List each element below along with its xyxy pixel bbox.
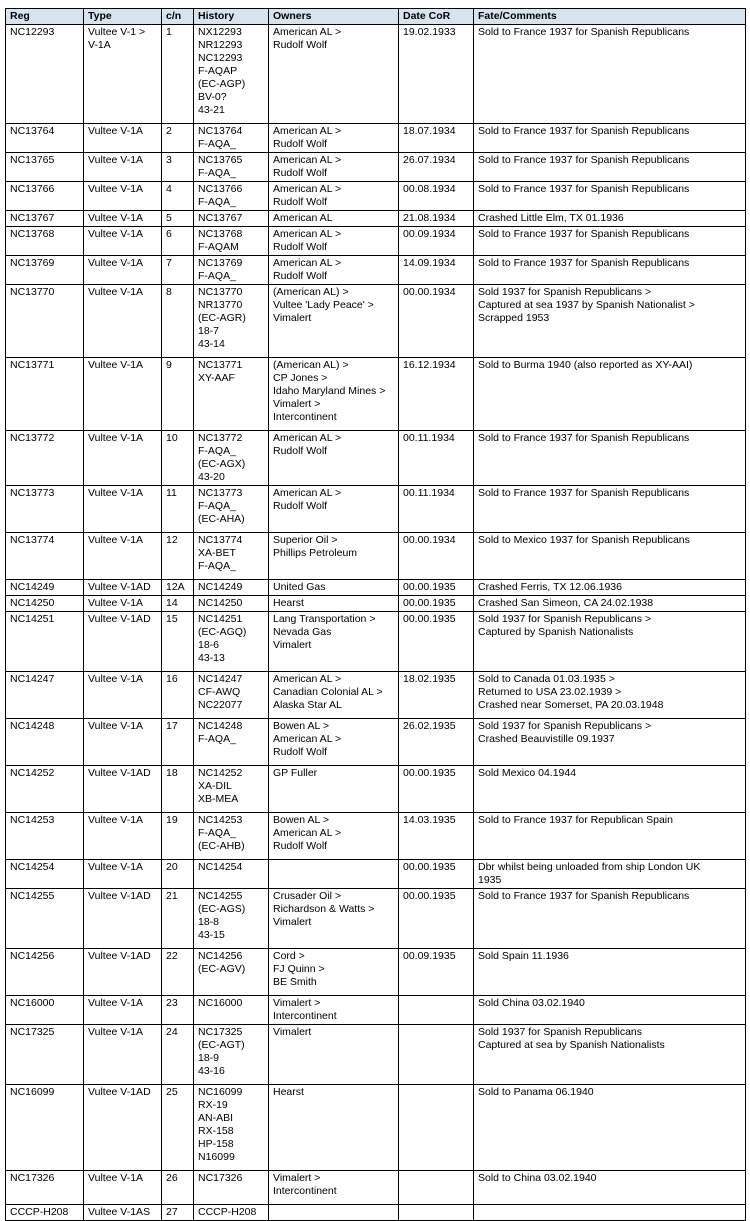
cell-type: Vultee V-1A bbox=[84, 256, 162, 285]
cell-date-cor: 26.02.1935 bbox=[399, 719, 474, 766]
table-row bbox=[6, 1085, 746, 1171]
column-header-cn: c/n bbox=[162, 9, 194, 25]
cell-owners: American AL > Rudolf Wolf bbox=[269, 227, 399, 256]
cell-type: Vultee V-1A bbox=[84, 358, 162, 431]
cell-date-cor bbox=[399, 1025, 474, 1085]
table-row bbox=[6, 889, 746, 949]
cell-reg: NC14248 bbox=[6, 719, 84, 766]
header-row bbox=[6, 9, 746, 25]
cell-fate-comments: Sold to France 1937 for Spanish Republicans bbox=[474, 431, 746, 486]
cell-fate-comments: Sold 1937 for Spanish Republicans > Captured at sea 1937 by Spanish Nationalist > Scrapped 1953 bbox=[474, 285, 746, 358]
cell-cn: 3 bbox=[162, 153, 194, 182]
cell-owners: Vimalert > Intercontinent bbox=[269, 1171, 399, 1205]
cell-date-cor: 00.00.1935 bbox=[399, 612, 474, 672]
cell-owners: American AL > Rudolf Wolf bbox=[269, 431, 399, 486]
cell-history: NC14250 bbox=[194, 596, 269, 612]
table-row bbox=[6, 813, 746, 860]
cell-date-cor: 21.08.1934 bbox=[399, 211, 474, 227]
cell-reg: NC14255 bbox=[6, 889, 84, 949]
cell-history: NC14255 (EC-AGS) 18-8 43-15 bbox=[194, 889, 269, 949]
cell-date-cor bbox=[399, 1205, 474, 1221]
cell-type: Vultee V-1A bbox=[84, 533, 162, 580]
cell-reg: NC14251 bbox=[6, 612, 84, 672]
cell-history: NC13774 XA-BET F-AQA_ bbox=[194, 533, 269, 580]
column-header-date-cor: Date CoR bbox=[399, 9, 474, 25]
cell-type: Vultee V-1A bbox=[84, 719, 162, 766]
cell-date-cor: 16.12.1934 bbox=[399, 358, 474, 431]
column-header-reg: Reg bbox=[6, 9, 84, 25]
table-row bbox=[6, 285, 746, 358]
cell-owners: United Gas bbox=[269, 580, 399, 596]
cell-type: Vultee V-1A bbox=[84, 431, 162, 486]
cell-cn: 16 bbox=[162, 672, 194, 719]
cell-history: NC14251 (EC-AGQ) 18-6 43-13 bbox=[194, 612, 269, 672]
cell-reg: CCCP-H208 bbox=[6, 1205, 84, 1221]
cell-cn: 8 bbox=[162, 285, 194, 358]
cell-type: Vultee V-1A bbox=[84, 860, 162, 889]
table-row bbox=[6, 227, 746, 256]
cell-owners: (American AL) > CP Jones > Idaho Maryland Mines > Vimalert > Intercontinent bbox=[269, 358, 399, 431]
cell-history: CCCP-H208 bbox=[194, 1205, 269, 1221]
cell-date-cor: 00.00.1935 bbox=[399, 766, 474, 813]
table-row bbox=[6, 949, 746, 996]
cell-cn: 9 bbox=[162, 358, 194, 431]
cell-type: Vultee V-1A bbox=[84, 996, 162, 1025]
cell-type: Vultee V-1A bbox=[84, 672, 162, 719]
column-header-history: History bbox=[194, 9, 269, 25]
table-row bbox=[6, 1171, 746, 1205]
cell-reg: NC12293 bbox=[6, 25, 84, 124]
cell-reg: NC13765 bbox=[6, 153, 84, 182]
cell-date-cor bbox=[399, 1085, 474, 1171]
cell-history: NC13773 F-AQA_ (EC-AHA) bbox=[194, 486, 269, 533]
cell-fate-comments: Sold 1937 for Spanish Republicans > Crashed Beauvistille 09.1937 bbox=[474, 719, 746, 766]
table-row bbox=[6, 358, 746, 431]
cell-type: Vultee V-1AS bbox=[84, 1205, 162, 1221]
cell-reg: NC13769 bbox=[6, 256, 84, 285]
cell-cn: 26 bbox=[162, 1171, 194, 1205]
cell-type: Vultee V-1AD bbox=[84, 612, 162, 672]
cell-cn: 25 bbox=[162, 1085, 194, 1171]
cell-date-cor: 00.00.1935 bbox=[399, 889, 474, 949]
cell-owners: Crusader Oil > Richardson & Watts > Vimalert bbox=[269, 889, 399, 949]
cell-fate-comments: Crashed Ferris, TX 12.06.1936 bbox=[474, 580, 746, 596]
cell-cn: 12 bbox=[162, 533, 194, 580]
cell-type: Vultee V-1A bbox=[84, 486, 162, 533]
cell-history: NC13769 F-AQA_ bbox=[194, 256, 269, 285]
cell-cn: 11 bbox=[162, 486, 194, 533]
cell-owners: Superior Oil > Phillips Petroleum bbox=[269, 533, 399, 580]
cell-history: NC13764 F-AQA_ bbox=[194, 124, 269, 153]
cell-fate-comments: Sold Mexico 04.1944 bbox=[474, 766, 746, 813]
cell-fate-comments: Sold to Burma 1940 (also reported as XY-AAI) bbox=[474, 358, 746, 431]
table-row bbox=[6, 612, 746, 672]
cell-fate-comments: Sold to France 1937 for Spanish Republicans bbox=[474, 486, 746, 533]
cell-date-cor: 19.02.1933 bbox=[399, 25, 474, 124]
cell-reg: NC13774 bbox=[6, 533, 84, 580]
cell-owners: Hearst bbox=[269, 1085, 399, 1171]
cell-fate-comments: Sold to France 1937 for Spanish Republicans bbox=[474, 25, 746, 124]
table-row bbox=[6, 860, 746, 889]
cell-owners: American AL > Rudolf Wolf bbox=[269, 153, 399, 182]
cell-fate-comments: Sold to France 1937 for Spanish Republicans bbox=[474, 153, 746, 182]
cell-date-cor: 00.09.1934 bbox=[399, 227, 474, 256]
table-row bbox=[6, 25, 746, 124]
cell-cn: 10 bbox=[162, 431, 194, 486]
cell-cn: 15 bbox=[162, 612, 194, 672]
cell-date-cor: 00.11.1934 bbox=[399, 486, 474, 533]
cell-date-cor: 18.07.1934 bbox=[399, 124, 474, 153]
cell-reg: NC13770 bbox=[6, 285, 84, 358]
cell-owners: American AL > Rudolf Wolf bbox=[269, 182, 399, 211]
cell-reg: NC13773 bbox=[6, 486, 84, 533]
cell-date-cor: 00.00.1935 bbox=[399, 580, 474, 596]
cell-reg: NC14249 bbox=[6, 580, 84, 596]
cell-cn: 6 bbox=[162, 227, 194, 256]
cell-reg: NC14247 bbox=[6, 672, 84, 719]
table-row bbox=[6, 182, 746, 211]
cell-owners: Lang Transportation > Nevada Gas Vimalert bbox=[269, 612, 399, 672]
cell-cn: 12A bbox=[162, 580, 194, 596]
cell-date-cor: 00.00.1935 bbox=[399, 860, 474, 889]
cell-reg: NC14252 bbox=[6, 766, 84, 813]
cell-cn: 1 bbox=[162, 25, 194, 124]
cell-fate-comments: Sold China 03.02.1940 bbox=[474, 996, 746, 1025]
cell-owners: Bowen AL > American AL > Rudolf Wolf bbox=[269, 813, 399, 860]
cell-history: NC14254 bbox=[194, 860, 269, 889]
cell-cn: 4 bbox=[162, 182, 194, 211]
cell-owners bbox=[269, 1205, 399, 1221]
cell-fate-comments: Dbr whilst being unloaded from ship London UK 1935 bbox=[474, 860, 746, 889]
aircraft-register-table bbox=[5, 8, 746, 1221]
cell-history: NC13765 F-AQA_ bbox=[194, 153, 269, 182]
cell-history: NC14247 CF-AWQ NC22077 bbox=[194, 672, 269, 719]
table-row bbox=[6, 996, 746, 1025]
cell-cn: 5 bbox=[162, 211, 194, 227]
cell-history: NC13771 XY-AAF bbox=[194, 358, 269, 431]
cell-fate-comments: Sold to Mexico 1937 for Spanish Republicans bbox=[474, 533, 746, 580]
cell-fate-comments: Sold to Panama 06.1940 bbox=[474, 1085, 746, 1171]
cell-reg: NC17326 bbox=[6, 1171, 84, 1205]
cell-history: NC14252 XA-DIL XB-MEA bbox=[194, 766, 269, 813]
cell-date-cor: 26.07.1934 bbox=[399, 153, 474, 182]
cell-cn: 22 bbox=[162, 949, 194, 996]
table-row bbox=[6, 1205, 746, 1221]
cell-history: NC16099 RX-19 AN-ABI RX-158 HP-158 N16099 bbox=[194, 1085, 269, 1171]
cell-history: NC13766 F-AQA_ bbox=[194, 182, 269, 211]
cell-date-cor: 00.09.1935 bbox=[399, 949, 474, 996]
cell-fate-comments: Crashed San Simeon, CA 24.02.1938 bbox=[474, 596, 746, 612]
cell-fate-comments: Sold to China 03.02.1940 bbox=[474, 1171, 746, 1205]
cell-date-cor: 14.03.1935 bbox=[399, 813, 474, 860]
table-row bbox=[6, 124, 746, 153]
cell-date-cor bbox=[399, 996, 474, 1025]
table-row bbox=[6, 1025, 746, 1085]
cell-type: Vultee V-1A bbox=[84, 813, 162, 860]
cell-reg: NC14253 bbox=[6, 813, 84, 860]
cell-owners: (American AL) > Vultee 'Lady Peace' > Vimalert bbox=[269, 285, 399, 358]
table-row bbox=[6, 596, 746, 612]
cell-owners: GP Fuller bbox=[269, 766, 399, 813]
table-row bbox=[6, 256, 746, 285]
cell-cn: 23 bbox=[162, 996, 194, 1025]
cell-fate-comments: Sold to France 1937 for Spanish Republicans bbox=[474, 124, 746, 153]
table-row bbox=[6, 719, 746, 766]
table-row bbox=[6, 533, 746, 580]
cell-fate-comments: Sold to Canada 01.03.1935 > Returned to USA 23.02.1939 > Crashed near Somerset, PA 20.03.1948 bbox=[474, 672, 746, 719]
cell-cn: 24 bbox=[162, 1025, 194, 1085]
cell-date-cor: 00.08.1934 bbox=[399, 182, 474, 211]
cell-cn: 18 bbox=[162, 766, 194, 813]
table-row bbox=[6, 486, 746, 533]
cell-owners: American AL bbox=[269, 211, 399, 227]
cell-fate-comments: Sold to France 1937 for Spanish Republicans bbox=[474, 227, 746, 256]
cell-type: Vultee V-1A bbox=[84, 227, 162, 256]
cell-fate-comments: Sold to France 1937 for Spanish Republicans bbox=[474, 889, 746, 949]
table-row bbox=[6, 153, 746, 182]
cell-type: Vultee V-1 > V-1A bbox=[84, 25, 162, 124]
cell-type: Vultee V-1A bbox=[84, 1025, 162, 1085]
cell-reg: NC16000 bbox=[6, 996, 84, 1025]
cell-fate-comments: Sold to France 1937 for Republican Spain bbox=[474, 813, 746, 860]
cell-history: NC13772 F-AQA_ (EC-AGX) 43-20 bbox=[194, 431, 269, 486]
column-header-type: Type bbox=[84, 9, 162, 25]
cell-history: NC14253 F-AQA_ (EC-AHB) bbox=[194, 813, 269, 860]
cell-reg: NC16099 bbox=[6, 1085, 84, 1171]
cell-type: Vultee V-1A bbox=[84, 285, 162, 358]
cell-date-cor: 18.02.1935 bbox=[399, 672, 474, 719]
cell-owners: American AL > Rudolf Wolf bbox=[269, 256, 399, 285]
cell-fate-comments: Sold to France 1937 for Spanish Republicans bbox=[474, 256, 746, 285]
column-header-fate-comments: Fate/Comments bbox=[474, 9, 746, 25]
cell-date-cor: 00.00.1935 bbox=[399, 596, 474, 612]
cell-history: NC13768 F-AQAM bbox=[194, 227, 269, 256]
cell-owners: American AL > Rudolf Wolf bbox=[269, 25, 399, 124]
cell-cn: 27 bbox=[162, 1205, 194, 1221]
cell-cn: 14 bbox=[162, 596, 194, 612]
cell-owners: Cord > FJ Quinn > BE Smith bbox=[269, 949, 399, 996]
cell-type: Vultee V-1A bbox=[84, 124, 162, 153]
cell-reg: NC13767 bbox=[6, 211, 84, 227]
cell-cn: 2 bbox=[162, 124, 194, 153]
cell-history: NC17325 (EC-AGT) 18-9 43-16 bbox=[194, 1025, 269, 1085]
cell-cn: 17 bbox=[162, 719, 194, 766]
cell-fate-comments bbox=[474, 1205, 746, 1221]
cell-type: Vultee V-1AD bbox=[84, 1085, 162, 1171]
column-header-owners: Owners bbox=[269, 9, 399, 25]
cell-owners: Hearst bbox=[269, 596, 399, 612]
cell-owners: Vimalert bbox=[269, 1025, 399, 1085]
cell-type: Vultee V-1AD bbox=[84, 949, 162, 996]
cell-history: NC17326 bbox=[194, 1171, 269, 1205]
cell-date-cor bbox=[399, 1171, 474, 1205]
cell-history: NC14256 (EC-AGV) bbox=[194, 949, 269, 996]
cell-reg: NC13772 bbox=[6, 431, 84, 486]
cell-type: Vultee V-1A bbox=[84, 182, 162, 211]
cell-date-cor: 00.11.1934 bbox=[399, 431, 474, 486]
cell-cn: 7 bbox=[162, 256, 194, 285]
cell-owners: American AL > Canadian Colonial AL > Alaska Star AL bbox=[269, 672, 399, 719]
cell-fate-comments: Crashed Little Elm, TX 01.1936 bbox=[474, 211, 746, 227]
cell-history: NC14249 bbox=[194, 580, 269, 596]
cell-date-cor: 00.00.1934 bbox=[399, 533, 474, 580]
cell-owners: American AL > Rudolf Wolf bbox=[269, 124, 399, 153]
cell-reg: NC17325 bbox=[6, 1025, 84, 1085]
cell-date-cor: 14.09.1934 bbox=[399, 256, 474, 285]
cell-type: Vultee V-1A bbox=[84, 596, 162, 612]
cell-owners bbox=[269, 860, 399, 889]
cell-reg: NC13766 bbox=[6, 182, 84, 211]
cell-fate-comments: Sold 1937 for Spanish Republicans Captured at sea by Spanish Nationalists bbox=[474, 1025, 746, 1085]
cell-history: NC14248 F-AQA_ bbox=[194, 719, 269, 766]
cell-history: NC13770 NR13770 (EC-AGR) 18-7 43-14 bbox=[194, 285, 269, 358]
cell-reg: NC14254 bbox=[6, 860, 84, 889]
table-row bbox=[6, 672, 746, 719]
table-row bbox=[6, 766, 746, 813]
cell-type: Vultee V-1AD bbox=[84, 889, 162, 949]
cell-owners: American AL > Rudolf Wolf bbox=[269, 486, 399, 533]
cell-owners: Bowen AL > American AL > Rudolf Wolf bbox=[269, 719, 399, 766]
cell-date-cor: 00.00.1934 bbox=[399, 285, 474, 358]
cell-fate-comments: Sold to France 1937 for Spanish Republicans bbox=[474, 182, 746, 211]
cell-type: Vultee V-1AD bbox=[84, 580, 162, 596]
cell-reg: NC13771 bbox=[6, 358, 84, 431]
cell-reg: NC13768 bbox=[6, 227, 84, 256]
cell-fate-comments: Sold Spain 11.1936 bbox=[474, 949, 746, 996]
cell-reg: NC13764 bbox=[6, 124, 84, 153]
cell-owners: Vimalert > Intercontinent bbox=[269, 996, 399, 1025]
cell-history: NC16000 bbox=[194, 996, 269, 1025]
cell-history: NX12293 NR12293 NC12293 F-AQAP (EC-AGP) BV-0? 43-21 bbox=[194, 25, 269, 124]
cell-type: Vultee V-1A bbox=[84, 211, 162, 227]
cell-cn: 20 bbox=[162, 860, 194, 889]
cell-type: Vultee V-1AD bbox=[84, 766, 162, 813]
cell-reg: NC14256 bbox=[6, 949, 84, 996]
cell-type: Vultee V-1A bbox=[84, 153, 162, 182]
table-row bbox=[6, 580, 746, 596]
cell-cn: 19 bbox=[162, 813, 194, 860]
table-row bbox=[6, 211, 746, 227]
cell-type: Vultee V-1A bbox=[84, 1171, 162, 1205]
table-row bbox=[6, 431, 746, 486]
cell-history: NC13767 bbox=[194, 211, 269, 227]
cell-fate-comments: Sold 1937 for Spanish Republicans > Captured by Spanish Nationalists bbox=[474, 612, 746, 672]
cell-reg: NC14250 bbox=[6, 596, 84, 612]
cell-cn: 21 bbox=[162, 889, 194, 949]
